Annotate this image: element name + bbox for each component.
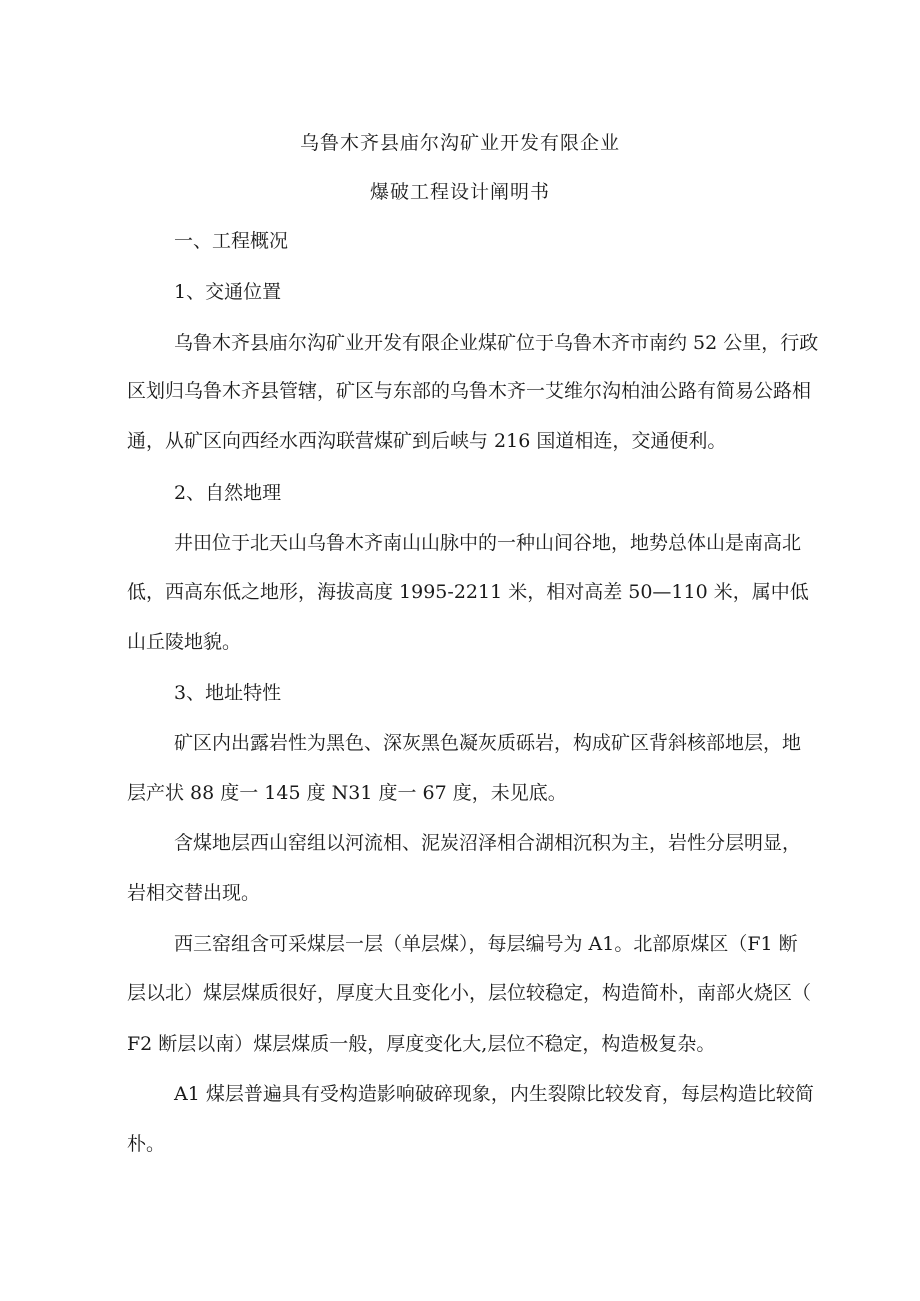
paragraph-line: A1 煤层普遍具有受构造影响破碎现象，内生裂隙比较发育，每层构造比较简 [174,1083,814,1105]
paragraph-line: 通，从矿区向西经水西沟联营煤矿到后峡与 216 国道相连，交通便利。 [127,430,727,452]
subsection-heading-traffic: 1、交通位置 [174,281,282,303]
paragraph-line: 西三窑组含可采煤层一层（单层煤），每层编号为 A1。北部原煤区（F1 断 [174,933,798,955]
paragraph-line: 岩相交替出现。 [127,882,261,904]
document-subtitle: 爆破工程设计阐明书 [369,181,550,203]
paragraph-line: 区划归乌鲁木齐县管辖，矿区与东部的乌鲁木齐一艾维尔沟柏油公路有简易公路相 [127,380,812,402]
subsection-heading-geography: 2、自然地理 [174,482,282,504]
paragraph-line: 乌鲁木齐县庙尔沟矿业开发有限企业煤矿位于乌鲁木齐市南约 52 公里，行政 [174,332,819,354]
paragraph-line: 含煤地层西山窑组以河流相、泥炭沼泽相合湖相沉积为主，岩性分层明显， [174,832,802,854]
paragraph-line: 层产状 88 度一 145 度 N31 度一 67 度，未见底。 [127,782,567,804]
section-heading: 一、工程概况 [174,230,289,252]
paragraph-line: 山丘陵地貌。 [127,631,242,653]
paragraph-line: 低，西高东低之地形，海拔高度 1995-2211 米，相对高差 50—110 米，属中低 [127,581,809,603]
paragraph-line: 矿区内出露岩性为黑色、深灰黑色凝灰质砾岩，构成矿区背斜核部地层，地 [174,732,802,754]
subsection-heading-geology: 3、地址特性 [174,682,282,704]
paragraph-line: F2 断层以南）煤层煤质一般，厚度变化大,层位不稳定，构造极复杂。 [127,1033,716,1055]
document-title: 乌鲁木齐县庙尔沟矿业开发有限企业 [299,132,620,154]
paragraph-line: 层以北）煤层煤质很好，厚度大且变化小，层位较稳定，构造简朴，南部火烧区（ [127,982,812,1004]
paragraph-line: 井田位于北天山乌鲁木齐南山山脉中的一种山间谷地，地势总体山是南高北 [174,532,802,554]
paragraph-line: 朴。 [127,1133,166,1155]
